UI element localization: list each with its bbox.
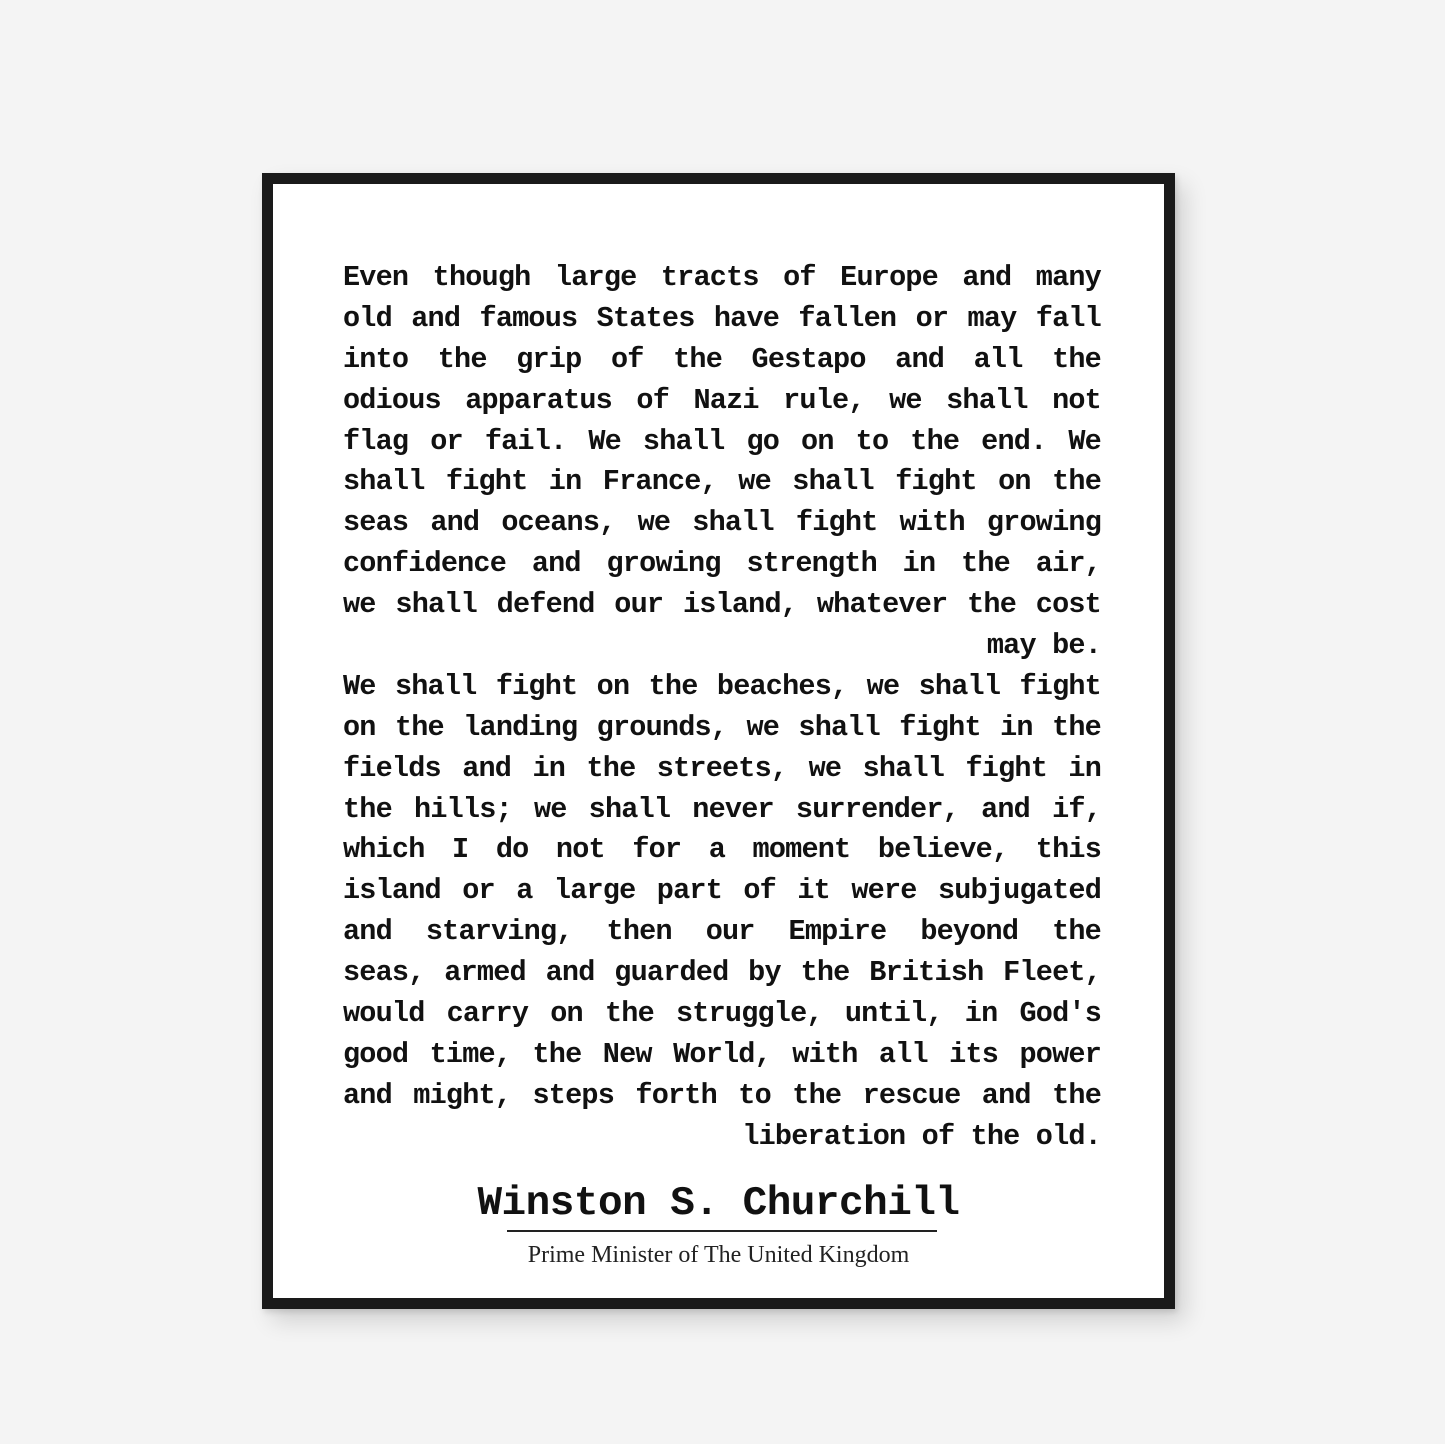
quote-line: liberation of the old. xyxy=(742,1119,1101,1153)
quote-line: odious apparatus of Nazi rule, we shall not xyxy=(343,383,1101,417)
quote-line: flag or fail. We shall go on to the end. We xyxy=(343,424,1101,458)
author-title: Prime Minister of The United Kingdom xyxy=(527,1242,910,1268)
quote-line: which I do not for a moment believe, this xyxy=(343,833,1101,867)
quote-line: the hills; we shall never surrender, and if, xyxy=(343,792,1101,826)
picture-frame xyxy=(262,173,1175,1309)
quote-line: into the grip of the Gestapo and all the xyxy=(343,342,1101,376)
quote-line: on the landing grounds, we shall fight in the xyxy=(343,710,1101,744)
quote-text xyxy=(343,258,1101,1158)
quote-line: We shall fight on the beaches, we shall fight xyxy=(343,669,1101,703)
quote-line: confidence and growing strength in the air, xyxy=(343,547,1101,581)
author-name: Winston S. Churchill xyxy=(477,1181,960,1227)
quote-line: good time, the New World, with all its power xyxy=(343,1037,1101,1071)
author-divider xyxy=(507,1230,937,1232)
quote-line: fields and in the streets, we shall fight in xyxy=(343,751,1101,785)
quote-line: old and famous States have fallen or may fall xyxy=(343,301,1101,335)
quote-line: island or a large part of it were subjugated xyxy=(343,874,1101,908)
quote-line: would carry on the struggle, until, in God's xyxy=(343,997,1101,1031)
quote-line: seas and oceans, we shall fight with growing xyxy=(343,506,1101,540)
quote-line: may be. xyxy=(986,629,1101,663)
quote-line: and might, steps forth to the rescue and the xyxy=(343,1078,1101,1112)
quote-line: we shall defend our island, whatever the cost xyxy=(343,588,1101,622)
quote-line: seas, armed and guarded by the British Fleet, xyxy=(343,956,1101,990)
quote-line: and starving, then our Empire beyond the xyxy=(343,915,1101,949)
quote-line: Even though large tracts of Europe and many xyxy=(343,261,1101,294)
quote-line: shall fight in France, we shall fight on the xyxy=(343,465,1101,499)
